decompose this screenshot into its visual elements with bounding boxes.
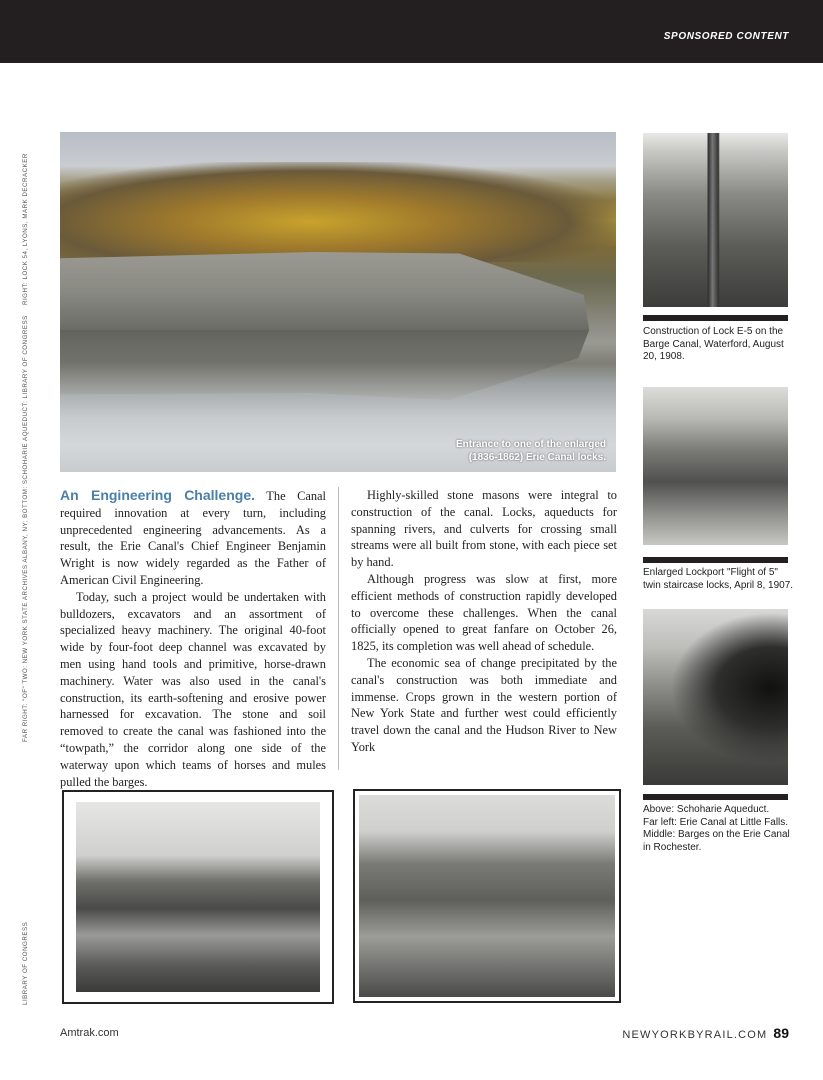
footer-url: NEWYORKBYRAIL.COM bbox=[622, 1029, 768, 1041]
hero-reflection bbox=[60, 330, 600, 400]
rochester-barges-image bbox=[359, 795, 615, 997]
aqueduct-caption-line1: Above: Schoharie Aqueduct. bbox=[643, 804, 770, 815]
hero-lock-wall bbox=[60, 252, 600, 330]
page-number: 89 bbox=[773, 1025, 789, 1041]
column-divider bbox=[338, 487, 339, 770]
caption-bar-1 bbox=[643, 315, 788, 321]
little-falls-image bbox=[76, 802, 320, 992]
article-heading: An Engineering Challenge. bbox=[60, 487, 255, 503]
photo-credit-bottom: LIBRARY OF CONGRESS bbox=[22, 921, 29, 1005]
article-paragraph-3: Highly-skilled stone masons were integral to construction of the canal. Locks, aqueducts for spanning rivers, and culverts for crossing small streams were all built from stone, with each piece set by hand. bbox=[351, 488, 617, 570]
little-falls-photo bbox=[62, 790, 334, 1004]
lockport-photo bbox=[643, 387, 788, 545]
aqueduct-caption bbox=[643, 804, 795, 854]
lock-e5-caption: Construction of Lock E-5 on the Barge Canal, Waterford, August 20, 1908. bbox=[643, 326, 784, 363]
article-column-1 bbox=[60, 487, 326, 790]
schoharie-aqueduct-photo bbox=[643, 609, 788, 785]
hero-photo bbox=[60, 132, 616, 472]
hero-caption bbox=[456, 438, 606, 464]
caption-bar-3 bbox=[643, 794, 788, 800]
article-paragraph-5: The economic sea of change precipitated by the canal's construction was both immediate and immense. Crops grown in the western portion of New York State and further west could efficiently travel down the canal and the Hudson River to New York bbox=[351, 655, 617, 754]
article-paragraph-4: Although progress was slow at first, more efficient methods of construction rapidly developed to overcome these challenges. When the canal officially opened to great fanfare on October 26, 1825, its completion was well ahead of schedule. bbox=[351, 571, 617, 654]
header-bar bbox=[0, 0, 823, 63]
hero-trees bbox=[60, 162, 616, 262]
hero-caption-line1: Entrance to one of the enlarged bbox=[455, 439, 606, 450]
article-column-2 bbox=[351, 487, 617, 756]
hero-caption-line2: (1836-1862) Erie Canal locks. bbox=[468, 452, 606, 463]
sponsored-content-label: SPONSORED CONTENT bbox=[663, 31, 789, 42]
photo-credit-far-right: FAR RIGHT: "OF" TWO: NEW YORK STATE ARCHIVES ALBANY, NY; BOTTOM: SCHOHARIE AQUEDUCT: LIBRARY OF CONGRESS bbox=[22, 315, 29, 742]
lockport-caption: Enlarged Lockport "Flight of 5" twin staircase locks, April 8, 1907. bbox=[643, 567, 794, 591]
article-paragraph-2: Today, such a project would be undertaken with bulldozers, excavators and an assortment of specialized heavy machinery. The original 40-foot wide by four-foot deep channel was excavated by men using hand tools and primitive, horse-drawn machinery. Water was also used in the canal's construction, its earth-softening and erosive power harnessed for excavation. The stone and soil removed to create the canal was fashioned into the “towpath,” the corridor along one side of the waterway upon which teams of horses and mules pulled the barges. bbox=[60, 589, 326, 789]
aqueduct-caption-line2: Far left: Erie Canal at Little Falls. bbox=[643, 816, 789, 828]
article-paragraph-1-text: The Canal required innovation at every turn, including unprecedented engineering advancements. As a result, the Erie Canal's Chief Engineer Benjamin Wright is now widely regarded as the Father of American Civil Engineering. bbox=[60, 489, 326, 587]
footer-site: Amtrak.com bbox=[60, 1027, 119, 1039]
caption-bar-2 bbox=[643, 557, 788, 563]
article-paragraph-1 bbox=[60, 487, 326, 589]
aqueduct-caption-line3: Middle: Barges on the Erie Canal in Rochester. bbox=[643, 829, 790, 853]
photo-credit-right: RIGHT: LOCK 54, LYONS, MARK DECRACKER bbox=[22, 153, 29, 305]
footer-right bbox=[622, 1025, 789, 1041]
lock-e5-photo bbox=[643, 133, 788, 307]
rochester-barges-photo bbox=[353, 789, 621, 1003]
